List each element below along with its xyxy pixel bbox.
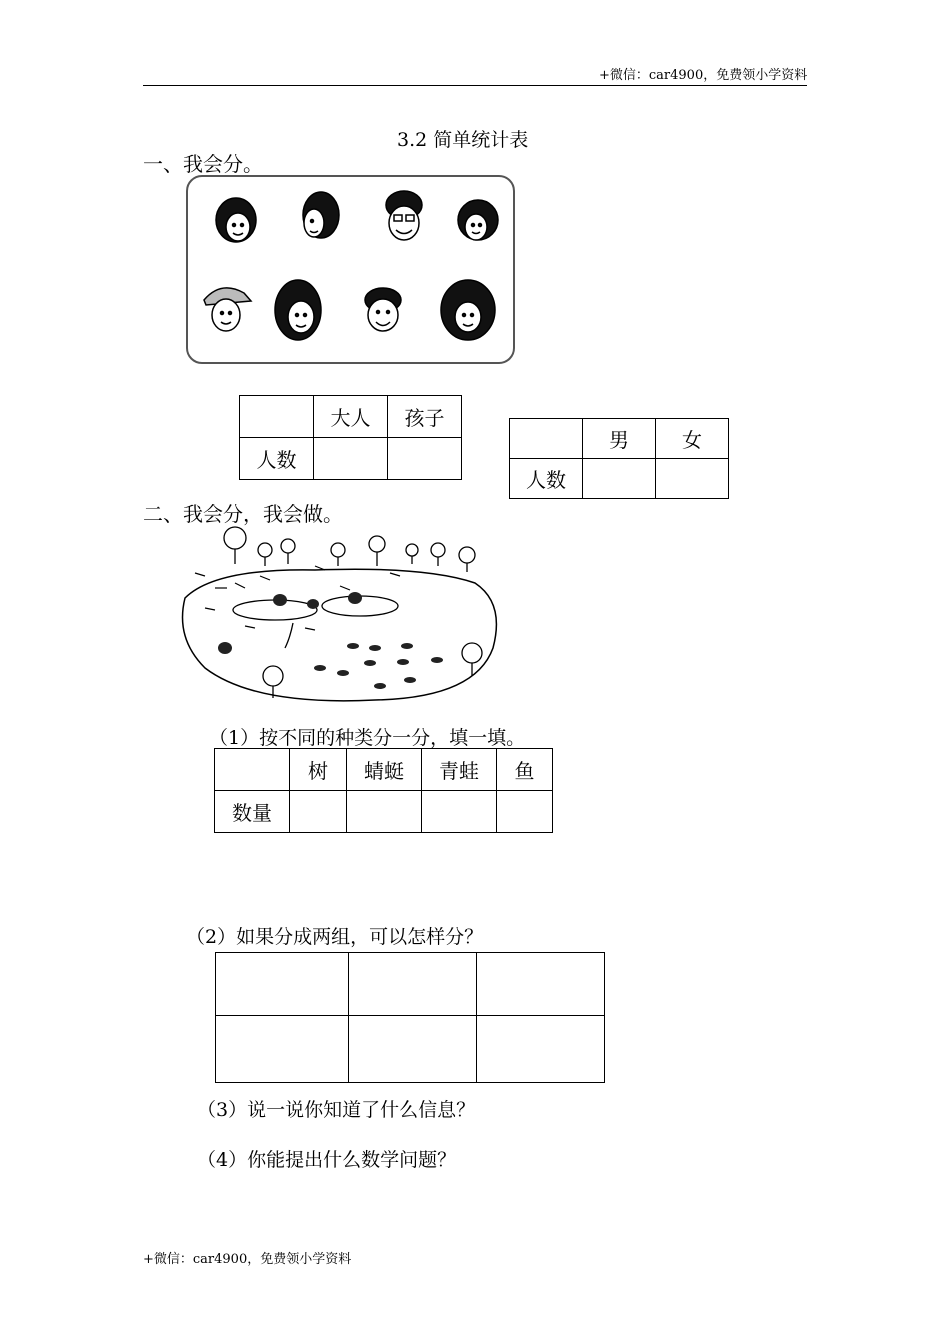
table-kinds-col-fish: 鱼 (497, 749, 553, 791)
face-woman-2 (275, 280, 321, 340)
face-man-glasses (386, 191, 422, 240)
fish (314, 643, 443, 689)
table-groups-cell[interactable] (216, 953, 349, 1016)
section1-heading: 一、我会分。 (143, 152, 263, 176)
frogs (218, 592, 362, 654)
table-age-corner (240, 396, 314, 438)
table-kinds-corner (215, 749, 290, 791)
table-kinds-cell-dragonfly[interactable] (347, 791, 422, 833)
face-woman-curly (441, 280, 495, 340)
table-gender-col-male: 男 (583, 419, 656, 459)
footer-text: +微信：car4900，免费领小学资料 (143, 1252, 352, 1267)
face-girl-2 (458, 200, 498, 240)
question-3: （3）说一说你知道了什么信息？ (197, 1099, 476, 1121)
table-kinds-col-dragonfly: 蜻蜓 (347, 749, 422, 791)
table-age-cell-children[interactable] (388, 438, 462, 480)
table-kinds-cell-frog[interactable] (422, 791, 497, 833)
trees (224, 527, 482, 698)
table-gender-cell-male[interactable] (583, 459, 656, 499)
table-kinds-cell-tree[interactable] (290, 791, 347, 833)
table-gender-cell-female[interactable] (656, 459, 729, 499)
question-1: （1）按不同的种类分一分，填一填。 (209, 727, 526, 749)
faces-illustration (186, 175, 515, 364)
table-kinds-col-tree: 树 (290, 749, 347, 791)
dragonflies (195, 566, 400, 630)
table-gender-row-label: 人数 (510, 459, 583, 499)
table-age (239, 395, 462, 480)
table-two-groups (215, 952, 605, 1083)
table-groups-cell[interactable] (216, 1016, 349, 1083)
question-4: （4）你能提出什么数学问题？ (197, 1149, 457, 1171)
face-woman-1 (303, 192, 339, 238)
face-boy-cap (204, 288, 251, 331)
table-groups-cell[interactable] (477, 1016, 605, 1083)
table-gender (509, 418, 729, 499)
header-text: +微信：car4900，免费领小学资料 (599, 68, 808, 83)
table-age-col-children: 孩子 (388, 396, 462, 438)
table-kinds (214, 748, 553, 833)
pond-scene-illustration (175, 528, 505, 708)
table-kinds-row-label: 数量 (215, 791, 290, 833)
table-kinds-cell-fish[interactable] (497, 791, 553, 833)
table-groups-cell[interactable] (477, 953, 605, 1016)
table-kinds-col-frog: 青蛙 (422, 749, 497, 791)
face-girl-1 (216, 198, 256, 242)
table-gender-corner (510, 419, 583, 459)
header-rule (143, 85, 807, 86)
table-age-cell-adults[interactable] (314, 438, 388, 480)
table-groups-cell[interactable] (349, 953, 477, 1016)
table-age-col-adults: 大人 (314, 396, 388, 438)
table-groups-cell[interactable] (349, 1016, 477, 1083)
face-boy-2 (365, 288, 401, 331)
section2-heading: 二、我会分，我会做。 (143, 502, 343, 526)
table-gender-col-female: 女 (656, 419, 729, 459)
question-2: （2）如果分成两组，可以怎样分？ (186, 926, 484, 948)
table-age-row-label: 人数 (240, 438, 314, 480)
page-title: 3.2 简单统计表 (397, 129, 529, 151)
